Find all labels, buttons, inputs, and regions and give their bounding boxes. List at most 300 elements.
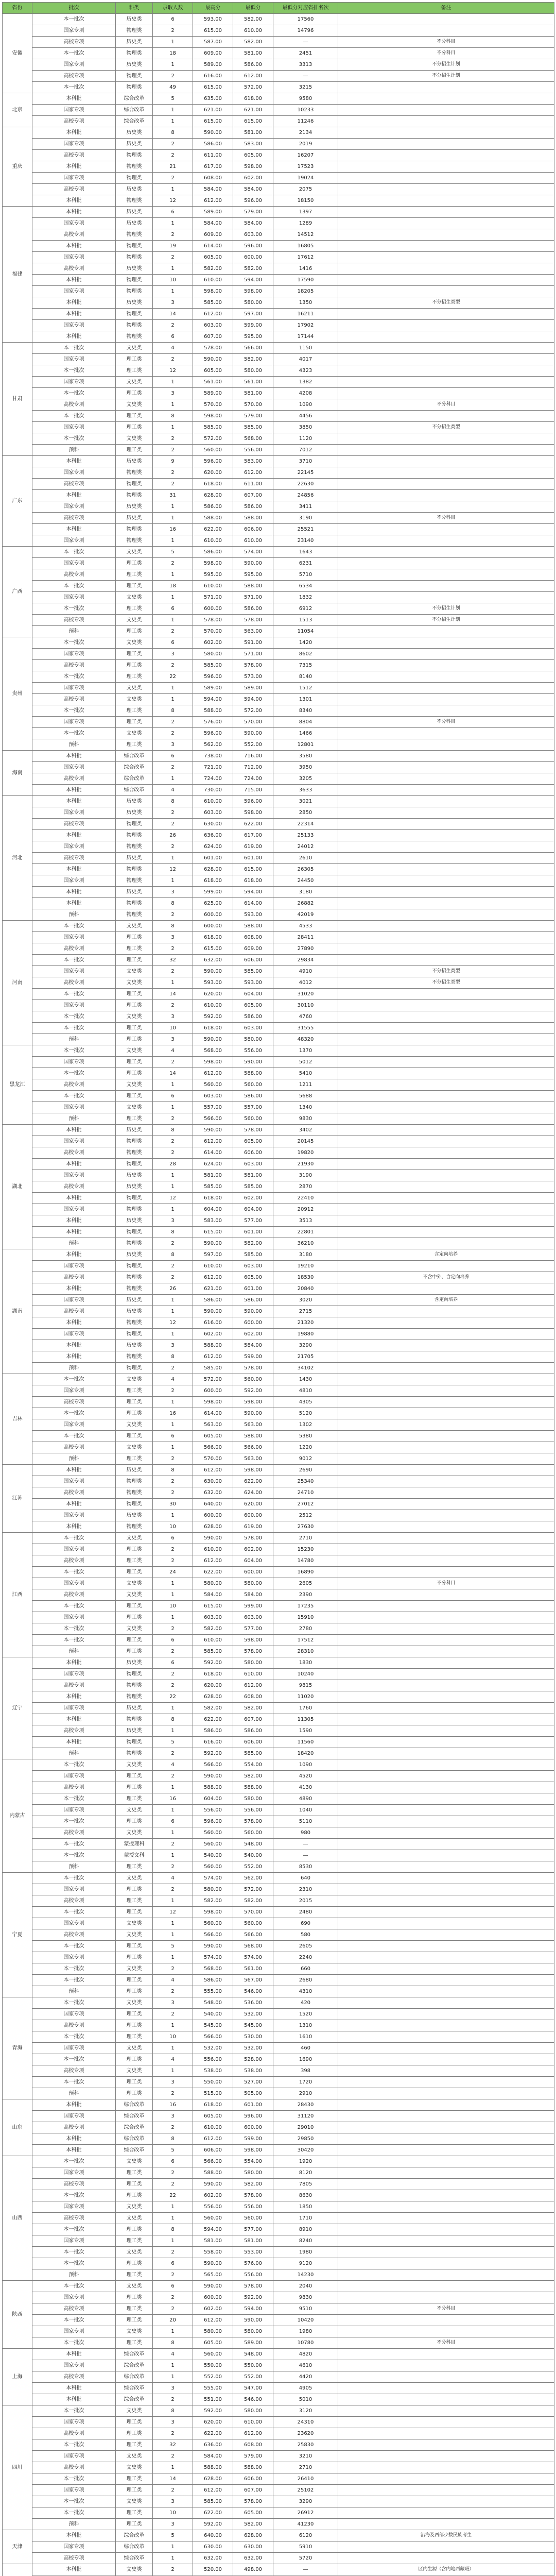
remark-cell (338, 1533, 554, 1544)
table-row (3, 1034, 554, 1045)
min-score-cell: 609.00 (233, 943, 273, 955)
max-score-cell: 603.00 (193, 1612, 233, 1623)
subject-cell: 物理类 (116, 48, 153, 59)
subject-cell: 理工类 (116, 2031, 153, 2043)
table-row (3, 150, 554, 161)
remark-cell (338, 921, 554, 932)
max-score-cell: 560.00 (193, 1918, 233, 1929)
table-row (3, 2145, 554, 2156)
table-row (3, 898, 554, 909)
remark-cell (338, 637, 554, 649)
min-rank-cell: 16890 (273, 1567, 338, 1578)
enrolled-cell: 1 (153, 59, 193, 71)
remark-cell (338, 2439, 554, 2451)
max-score-cell: 625.00 (193, 898, 233, 909)
remark-cell (338, 1510, 554, 1521)
subject-cell: 物理类 (116, 82, 153, 93)
province-cell: 天津 (3, 2530, 32, 2564)
min-score-cell: 552.00 (233, 1861, 273, 1873)
enrolled-cell: 4 (153, 1045, 193, 1057)
enrolled-cell: 6 (153, 2281, 193, 2292)
remark-cell (338, 411, 554, 422)
min-score-cell: 582.00 (233, 2519, 273, 2530)
min-rank-cell: 2690 (273, 1465, 338, 1476)
batch-cell: 高校专项 (32, 263, 116, 275)
remark-cell (338, 1521, 554, 1533)
subject-cell: 文史类 (116, 2156, 153, 2167)
batch-cell: 高校专项 (32, 1306, 116, 1317)
table-row (3, 2167, 554, 2179)
enrolled-cell: 14 (153, 989, 193, 1000)
table-row (3, 331, 554, 343)
enrolled-cell: 3 (153, 1215, 193, 1227)
batch-cell: 高校专项 (32, 1895, 116, 1907)
min-rank-cell: 27012 (273, 1499, 338, 1510)
remark-cell (338, 2394, 554, 2405)
table-row (3, 1907, 554, 1918)
batch-cell: 高校专项 (32, 1397, 116, 1408)
remark-cell (338, 1068, 554, 1079)
min-rank-cell: 2134 (273, 127, 338, 139)
max-score-cell: 590.00 (193, 966, 233, 977)
min-rank-cell: 460 (273, 2043, 338, 2054)
min-score-cell: 608.00 (233, 932, 273, 943)
enrolled-cell: 32 (153, 2439, 193, 2451)
enrolled-cell: 2 (153, 2167, 193, 2179)
max-score-cell: 610.00 (193, 1000, 233, 1011)
min-score-cell: 584.00 (233, 1589, 273, 1601)
min-rank-cell: 4533 (273, 921, 338, 932)
max-score-cell: 612.00 (193, 1136, 233, 1147)
max-score-cell: 582.00 (193, 1703, 233, 1714)
remark-cell (338, 626, 554, 637)
min-score-cell: 588.00 (233, 921, 273, 932)
batch-cell: 本一批次 (32, 2156, 116, 2167)
remark-cell (338, 2360, 554, 2371)
subject-cell: 理工类 (116, 660, 153, 671)
remark-cell (338, 490, 554, 501)
min-score-cell: 566.00 (233, 1442, 273, 1453)
min-rank-cell: 1760 (273, 1703, 338, 1714)
subject-cell: 历史类 (116, 37, 153, 48)
max-score-cell: 595.00 (193, 569, 233, 581)
remark-cell (338, 1771, 554, 1782)
enrolled-cell: 14 (153, 2473, 193, 2485)
batch-cell: 国家专项 (32, 422, 116, 433)
min-score-cell: 590.00 (233, 1306, 273, 1317)
enrolled-cell: 1 (153, 773, 193, 785)
subject-cell: 理工类 (116, 1555, 153, 1567)
min-rank-cell: 1090 (273, 399, 338, 411)
max-score-cell: 602.00 (193, 2303, 233, 2315)
subject-cell: 理工类 (116, 445, 153, 456)
table-row (3, 1816, 554, 1827)
max-score-cell: 628.00 (193, 864, 233, 875)
subject-cell: 理工类 (116, 2303, 153, 2315)
batch-cell: 国家专项 (32, 2326, 116, 2337)
table-row (3, 785, 554, 796)
enrolled-cell: 49 (153, 82, 193, 93)
enrolled-cell: 3 (153, 1997, 193, 2009)
min-rank-cell: 23620 (273, 2428, 338, 2439)
remark-cell (338, 1782, 554, 1793)
enrolled-cell: 8 (153, 921, 193, 932)
max-score-cell: 602.00 (193, 2190, 233, 2201)
min-score-cell: 605.00 (233, 150, 273, 161)
max-score-cell: 570.00 (193, 399, 233, 411)
max-score-cell: 532.00 (193, 2043, 233, 2054)
subject-cell: 理工类 (116, 1408, 153, 1419)
enrolled-cell: 2 (153, 1487, 193, 1499)
min-score-cell: 578.00 (233, 660, 273, 671)
batch-cell: 高校专项 (32, 150, 116, 161)
batch-cell: 预科 (32, 2269, 116, 2281)
subject-cell: 物理类 (116, 1272, 153, 1283)
min-rank-cell: 6534 (273, 581, 338, 592)
max-score-cell: 588.00 (193, 1782, 233, 1793)
remark-cell (338, 898, 554, 909)
batch-cell: 本一批次 (32, 671, 116, 683)
batch-cell: 国家专项 (32, 535, 116, 547)
batch-cell: 本一批次 (32, 1759, 116, 1771)
table-row (3, 2360, 554, 2371)
enrolled-cell: 12 (153, 1907, 193, 1918)
remark-cell (338, 1113, 554, 1125)
batch-cell: 本一批次 (32, 637, 116, 649)
max-score-cell: 570.00 (193, 626, 233, 637)
subject-cell: 物理类 (116, 275, 153, 286)
table-row (3, 2179, 554, 2190)
batch-cell: 国家专项 (32, 501, 116, 513)
max-score-cell: 586.00 (193, 139, 233, 150)
remark-cell (338, 932, 554, 943)
max-score-cell: 632.00 (193, 955, 233, 966)
min-rank-cell: 10240 (273, 1669, 338, 1680)
enrolled-cell: 8 (153, 1714, 193, 1725)
table-row (3, 320, 554, 331)
remark-cell (338, 1941, 554, 1952)
max-score-cell: 584.00 (193, 184, 233, 195)
enrolled-cell: 3 (153, 2383, 193, 2394)
max-score-cell: 581.00 (193, 1170, 233, 1181)
max-score-cell: 568.00 (193, 1045, 233, 1057)
min-rank-cell: 8120 (273, 2167, 338, 2179)
min-score-cell: 596.00 (233, 2111, 273, 2122)
table-row (3, 252, 554, 263)
remark-cell (338, 2031, 554, 2043)
subject-cell: 文史类 (116, 1374, 153, 1385)
remark-cell (338, 1929, 554, 1941)
subject-cell: 物理类 (116, 830, 153, 841)
batch-cell: 本一批次 (32, 547, 116, 558)
min-score-cell: 560.00 (233, 1079, 273, 1091)
batch-cell: 本一批次 (32, 1045, 116, 1057)
header-row (3, 3, 554, 14)
min-score-cell: 632.00 (233, 2553, 273, 2564)
max-score-cell: 592.00 (193, 2405, 233, 2417)
table-row (3, 2473, 554, 2485)
min-score-cell: 612.00 (233, 1680, 273, 1691)
min-score-cell: 578.00 (233, 1816, 273, 1827)
table-row (3, 1147, 554, 1159)
table-row (3, 1159, 554, 1170)
min-score-cell: 578.00 (233, 2281, 273, 2292)
table-row (3, 1669, 554, 1680)
min-score-cell: 582.00 (233, 1771, 273, 1782)
min-score-cell: 586.00 (233, 501, 273, 513)
batch-cell: 高校专项 (32, 399, 116, 411)
min-rank-cell: 2019 (273, 139, 338, 150)
batch-cell: 本一批次 (32, 989, 116, 1000)
min-score-cell: 716.00 (233, 751, 273, 762)
table-row (3, 1487, 554, 1499)
enrolled-cell: 1 (153, 1929, 193, 1941)
max-score-cell: 610.00 (193, 275, 233, 286)
remark-cell: 不分科目 (338, 48, 554, 59)
table-row (3, 354, 554, 365)
table-row (3, 2065, 554, 2077)
enrolled-cell: 1 (153, 1079, 193, 1091)
max-score-cell: 560.00 (193, 1827, 233, 1839)
table-row (3, 1997, 554, 2009)
subject-cell: 物理类 (116, 195, 153, 207)
subject-cell: 理工类 (116, 558, 153, 569)
subject-cell: 文史类 (116, 1011, 153, 1023)
min-rank-cell: 1090 (273, 1759, 338, 1771)
batch-cell: 高校专项 (32, 660, 116, 671)
min-rank-cell: 29850 (273, 2133, 338, 2145)
min-rank-cell: 8340 (273, 705, 338, 717)
min-rank-cell: 17590 (273, 275, 338, 286)
max-score-cell: 590.00 (193, 127, 233, 139)
batch-cell: 高校专项 (32, 1680, 116, 1691)
province-cell: 宁夏 (3, 1873, 32, 1997)
remark-cell (338, 2507, 554, 2519)
min-rank-cell: 1850 (273, 2201, 338, 2213)
batch-cell: 预科 (32, 1034, 116, 1045)
max-score-cell: 585.00 (193, 297, 233, 309)
min-score-cell: 586.00 (233, 59, 273, 71)
subject-cell: 理工类 (116, 1986, 153, 1997)
enrolled-cell: 6 (153, 751, 193, 762)
admission-score-table (2, 2, 554, 2576)
max-score-cell: 605.00 (193, 252, 233, 263)
remark-cell: 不分科目 (338, 37, 554, 48)
remark-cell: 不分招生类型 (338, 966, 554, 977)
min-rank-cell: 31555 (273, 1023, 338, 1034)
remark-cell (338, 535, 554, 547)
min-score-cell: 603.00 (233, 1261, 273, 1272)
batch-cell: 本一批次 (32, 2439, 116, 2451)
min-rank-cell: 4017 (273, 354, 338, 365)
subject-cell: 理工类 (116, 671, 153, 683)
max-score-cell: 585.00 (193, 660, 233, 671)
subject-cell: 文史类 (116, 2496, 153, 2507)
max-score-cell: 592.00 (193, 1011, 233, 1023)
remark-cell (338, 2541, 554, 2553)
batch-cell: 本一批次 (32, 1816, 116, 1827)
subject-cell: 历史类 (116, 807, 153, 819)
remark-cell (338, 25, 554, 37)
enrolled-cell: 1 (153, 1589, 193, 1601)
min-score-cell: 600.00 (233, 1317, 273, 1329)
min-score-cell: 604.00 (233, 1555, 273, 1567)
batch-cell: 本科批 (32, 1159, 116, 1170)
min-score-cell: 607.00 (233, 490, 273, 501)
province-cell: 福建 (3, 207, 32, 343)
enrolled-cell: 2 (153, 966, 193, 977)
table-row (3, 853, 554, 864)
min-rank-cell: 4208 (273, 388, 338, 399)
subject-cell: 文史类 (116, 2043, 153, 2054)
remark-cell (338, 2054, 554, 2065)
remark-cell (338, 2553, 554, 2564)
subject-cell: 理工类 (116, 649, 153, 660)
enrolled-cell: 2 (153, 2122, 193, 2133)
max-score-cell: 607.00 (193, 331, 233, 343)
enrolled-cell: 2 (153, 2428, 193, 2439)
min-score-cell: 600.00 (233, 1510, 273, 1521)
batch-cell: 高校专项 (32, 694, 116, 705)
table-row (3, 1691, 554, 1703)
min-score-cell: 603.00 (233, 229, 273, 241)
enrolled-cell: 6 (153, 1533, 193, 1544)
subject-cell: 物理类 (116, 1748, 153, 1759)
subject-cell: 文史类 (116, 1805, 153, 1816)
max-score-cell: 615.00 (193, 82, 233, 93)
max-score-cell: 618.00 (193, 2099, 233, 2111)
min-score-cell: 582.00 (233, 1238, 273, 1249)
enrolled-cell: 1 (153, 2462, 193, 2473)
subject-cell: 物理类 (116, 524, 153, 535)
subject-cell: 综合改革 (116, 2099, 153, 2111)
batch-cell: 本科批 (32, 93, 116, 105)
subject-cell: 理工类 (116, 2417, 153, 2428)
min-score-cell: 605.00 (233, 1272, 273, 1283)
batch-cell: 国家专项 (32, 25, 116, 37)
enrolled-cell: 32 (153, 955, 193, 966)
remark-cell (338, 1351, 554, 1363)
min-score-cell: 605.00 (233, 1000, 273, 1011)
remark-cell (338, 1125, 554, 1136)
header-min-score: 最低分 (233, 3, 273, 14)
min-rank-cell: — (273, 71, 338, 82)
table-row (3, 1102, 554, 1113)
min-rank-cell: 9120 (273, 2258, 338, 2269)
table-row (3, 1091, 554, 1102)
batch-cell: 本科批 (32, 1351, 116, 1363)
min-score-cell: 579.00 (233, 411, 273, 422)
min-score-cell: 554.00 (233, 2156, 273, 2167)
enrolled-cell: 3 (153, 887, 193, 898)
min-score-cell: 606.00 (233, 1737, 273, 1748)
batch-cell: 本科批 (32, 1193, 116, 1204)
remark-cell (338, 275, 554, 286)
max-score-cell: 721.00 (193, 762, 233, 773)
table-row (3, 184, 554, 195)
enrolled-cell: 1 (153, 1725, 193, 1737)
remark-cell (338, 2473, 554, 2485)
table-row (3, 229, 554, 241)
header-subject: 科类 (116, 3, 153, 14)
subject-cell: 理工类 (116, 1397, 153, 1408)
remark-cell (338, 218, 554, 229)
subject-cell: 历史类 (116, 887, 153, 898)
remark-cell (338, 1442, 554, 1453)
table-row (3, 1306, 554, 1317)
table-row (3, 1261, 554, 1272)
table-row (3, 1941, 554, 1952)
enrolled-cell: 1 (153, 263, 193, 275)
subject-cell: 物理类 (116, 1261, 153, 1272)
table-row (3, 671, 554, 683)
enrolled-cell: 1 (153, 1397, 193, 1408)
batch-cell: 本科批 (32, 1227, 116, 1238)
subject-cell: 历史类 (116, 1215, 153, 1227)
min-rank-cell: 3850 (273, 422, 338, 433)
min-rank-cell: 1466 (273, 728, 338, 739)
subject-cell: 理工类 (116, 932, 153, 943)
min-rank-cell: 2605 (273, 1941, 338, 1952)
min-rank-cell: 1710 (273, 2213, 338, 2224)
table-row (3, 2099, 554, 2111)
min-score-cell: 603.00 (233, 1159, 273, 1170)
min-rank-cell: 42019 (273, 909, 338, 921)
batch-cell: 国家专项 (32, 807, 116, 819)
max-score-cell: 556.00 (193, 2054, 233, 2065)
remark-cell (338, 1748, 554, 1759)
batch-cell: 高校专项 (32, 2020, 116, 2031)
table-row (3, 2519, 554, 2530)
min-score-cell: 588.00 (233, 513, 273, 524)
batch-cell: 本一批次 (32, 411, 116, 422)
min-rank-cell: 3180 (273, 1249, 338, 1261)
min-rank-cell: 25340 (273, 1476, 338, 1487)
table-row (3, 2315, 554, 2326)
min-score-cell: 594.00 (233, 694, 273, 705)
min-rank-cell: 8240 (273, 2235, 338, 2247)
header-remark: 备注 (338, 3, 554, 14)
table-row (3, 1929, 554, 1941)
subject-cell: 综合改革 (116, 2145, 153, 2156)
max-score-cell: 582.00 (193, 1623, 233, 1635)
remark-cell (338, 456, 554, 467)
max-score-cell: 605.00 (193, 2111, 233, 2122)
table-row (3, 2077, 554, 2088)
min-rank-cell: 4610 (273, 2360, 338, 2371)
remark-cell (338, 887, 554, 898)
enrolled-cell: 8 (153, 2405, 193, 2417)
max-score-cell: 572.00 (193, 1374, 233, 1385)
table-row (3, 2564, 554, 2575)
enrolled-cell: 2 (153, 1147, 193, 1159)
table-row (3, 1657, 554, 1669)
table-row (3, 955, 554, 966)
batch-cell: 本一批次 (32, 1011, 116, 1023)
province-cell: 上海 (3, 2349, 32, 2405)
min-score-cell: 577.00 (233, 1215, 273, 1227)
min-score-cell: 601.00 (233, 2099, 273, 2111)
enrolled-cell: 26 (153, 1283, 193, 1295)
batch-cell: 国家专项 (32, 1476, 116, 1487)
min-rank-cell: 29010 (273, 2122, 338, 2133)
enrolled-cell: 2 (153, 1669, 193, 1680)
min-rank-cell: 3190 (273, 1170, 338, 1181)
subject-cell: 物理类 (116, 150, 153, 161)
enrolled-cell: 1 (153, 377, 193, 388)
min-rank-cell: — (273, 1850, 338, 1861)
remark-cell (338, 377, 554, 388)
